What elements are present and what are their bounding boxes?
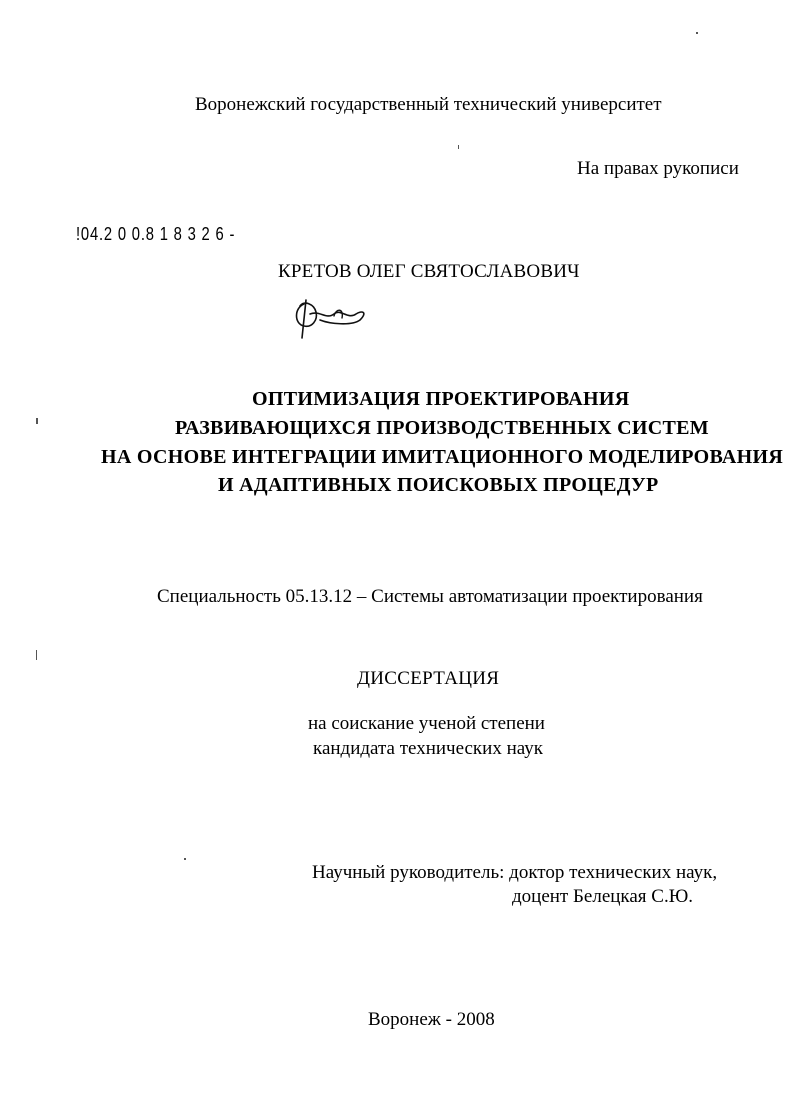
- degree-line-2: кандидата технических наук: [313, 738, 543, 759]
- archive-stamp-code: !04.2 0 0.8 1 8 3 2 6 -: [76, 224, 236, 244]
- author-signature: [290, 290, 370, 340]
- thesis-title-line-1: ОПТИМИЗАЦИЯ ПРОЕКТИРОВАНИЯ: [252, 388, 630, 410]
- scan-speck: [36, 650, 37, 660]
- thesis-title-line-2: РАЗВИВАЮЩИХСЯ ПРОИЗВОДСТВЕННЫХ СИСТЕМ: [175, 417, 709, 439]
- author-name: КРЕТОВ ОЛЕГ СВЯТОСЛАВОВИЧ: [278, 261, 580, 282]
- city-year: Воронеж - 2008: [368, 1009, 495, 1030]
- advisor-line-1: Научный руководитель: доктор технических наук,: [312, 862, 718, 883]
- scan-speck: [36, 418, 38, 424]
- advisor-line-2: доцент Белецкая С.Ю.: [512, 886, 693, 907]
- scan-speck: [184, 858, 186, 860]
- manuscript-note: На правах рукописи: [577, 158, 739, 179]
- scan-speck: [458, 145, 459, 149]
- thesis-title-line-4: И АДАПТИВНЫХ ПОИСКОВЫХ ПРОЦЕДУР: [218, 474, 659, 496]
- specialty-line: Специальность 05.13.12 – Системы автоматизации проектирования: [157, 586, 703, 607]
- university-name: Воронежский государственный технический университет: [195, 94, 662, 115]
- document-type: ДИССЕРТАЦИЯ: [357, 668, 500, 689]
- thesis-title-line-3: НА ОСНОВЕ ИНТЕГРАЦИИ ИМИТАЦИОННОГО МОДЕЛИРОВАНИЯ: [101, 446, 784, 468]
- scan-speck: [696, 32, 698, 34]
- degree-line-1: на соискание ученой степени: [308, 713, 545, 734]
